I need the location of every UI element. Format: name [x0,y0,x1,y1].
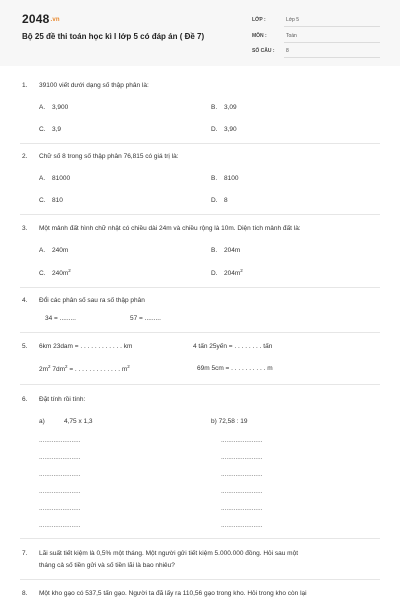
meta-question-count [252,45,380,59]
question-text: Một kho gạo có 537,5 tấn gạo. Người ta đã lấy ra 110,56 gạo trong kho. Hỏi trong kho còn lại [39,590,307,597]
answer-field[interactable]: 4 tấn 25yến = . . . . . . . . tấn [193,343,273,350]
option-d[interactable]: D. 8 [211,197,228,204]
answer-field[interactable]: 6km 23dam = . . . . . . . . . . . . km [39,343,133,350]
question-number: 3. [22,225,28,232]
option-a[interactable]: A. 3,900 [39,104,69,111]
answer-field[interactable]: $2m^2$ $7dm^2$ = . . . . . . . . . . . . . $m^2$ [39,364,130,374]
option-c[interactable]: C. $240m^2$ [39,268,71,278]
divider [20,287,380,288]
document-header [0,0,400,66]
meta-value: 8 [284,45,380,58]
logo-text: 2048 [22,12,50,26]
part-b-expression: b) 72,58 : 19 [211,418,248,425]
meta-value: Toán [284,30,380,43]
work-line[interactable]: ....................... [221,505,263,512]
divider [20,538,380,539]
meta-class [252,14,380,28]
question-text: Một mảnh đất hình chữ nhật có chiều dài 24m và chiều rộng là 10m. Diện tích mảnh đất là: [39,225,301,232]
divider [20,579,380,580]
question-number: 7. [22,550,28,557]
answer-field[interactable]: 57 = ......... [130,315,161,322]
work-line[interactable]: ....................... [221,454,263,461]
option-d[interactable]: D. $204m^2$ [211,268,243,278]
option-c[interactable]: C. 810 [39,197,63,204]
part-a-expression: 4,75 x 1,3 [64,418,93,425]
site-logo[interactable] [22,12,60,26]
answer-field[interactable]: 69m 5cm = . . . . . . . . . . m [197,365,273,372]
work-line[interactable]: ....................... [39,437,81,444]
option-b[interactable]: B. 3,09 [211,104,237,111]
meta-label: LỚP : [252,17,266,23]
question-number: 1. [22,82,28,89]
meta-subject [252,30,380,44]
divider [20,143,380,144]
meta-value: Lớp 5 [284,14,380,27]
work-line[interactable]: ....................... [221,488,263,495]
question-number: 4. [22,297,28,304]
option-b[interactable]: B. 204m [211,247,241,254]
option-a[interactable]: A. 81000 [39,175,71,182]
answer-field[interactable]: 34 = ......... [45,315,76,322]
work-line[interactable]: ....................... [39,522,81,529]
question-text: Đổi các phân số sau ra số thập phân [39,297,145,304]
question-number: 5. [22,343,28,350]
question-text-continued: tháng cả số tiền gửi và số tiền lãi là bao nhiêu? [39,562,175,569]
option-d[interactable]: D. 3,90 [211,126,237,133]
divider [20,332,380,333]
question-number: 8. [22,590,28,597]
question-text: 39100 viết dưới dạng số thập phân là: [39,82,149,89]
part-a-label: a) [39,418,45,425]
work-line[interactable]: ....................... [221,437,263,444]
meta-label: MÔN : [252,33,267,39]
work-line[interactable]: ....................... [221,522,263,529]
question-text: Lãi suất tiết kiệm là 0,5% một tháng. Một người gửi tiết kiệm 5.000.000 đồng. Hỏi sau một [39,550,299,557]
document-title: Bộ 25 đề thi toán học kì I lớp 5 có đáp án ( Đề 7) [22,32,205,41]
work-line[interactable]: ....................... [39,471,81,478]
question-number: 6. [22,396,28,403]
divider [20,214,380,215]
logo-suffix: .vn [50,17,60,23]
meta-label: SỐ CÂU : [252,48,275,54]
option-b[interactable]: B. 8100 [211,175,239,182]
work-line[interactable]: ....................... [39,488,81,495]
work-line[interactable]: ....................... [221,471,263,478]
question-text: Chữ số 8 trong số thập phân 76,815 có giá trị là: [39,153,179,160]
option-a[interactable]: A. 240m [39,247,69,254]
divider [20,384,380,385]
work-line[interactable]: ....................... [39,454,81,461]
option-c[interactable]: C. 3,9 [39,126,62,133]
work-line[interactable]: ....................... [39,505,81,512]
question-text: Đặt tính rồi tính: [39,396,86,403]
question-number: 2. [22,153,28,160]
